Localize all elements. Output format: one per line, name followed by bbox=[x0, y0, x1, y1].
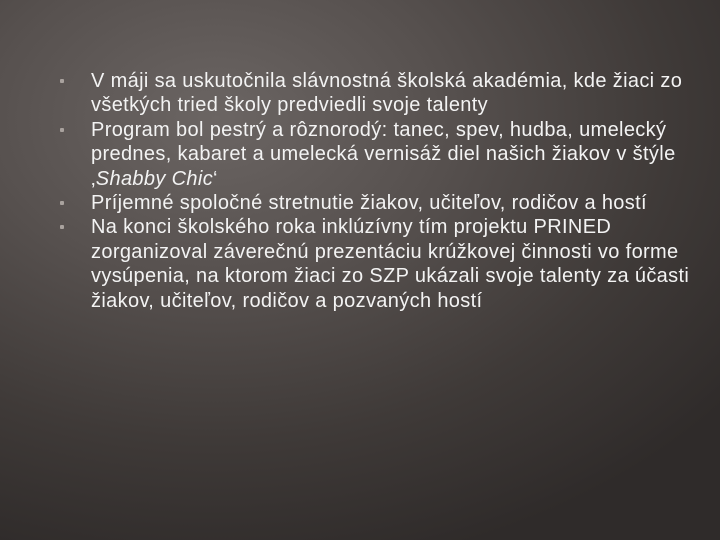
bullet-icon bbox=[60, 128, 64, 132]
bullet-item-meeting bbox=[60, 191, 700, 215]
bullet-icon bbox=[60, 201, 64, 205]
bullet-list bbox=[60, 69, 700, 313]
bullet-text bbox=[91, 119, 676, 190]
bullet-item-program bbox=[60, 118, 700, 191]
bullet-text: Príjemné spoločné stretnutie žiakov, učiteľov, rodičov a hostí bbox=[91, 192, 647, 215]
bullet-item-prined bbox=[60, 215, 700, 313]
bullet-icon bbox=[60, 225, 64, 229]
quote-close: ‘ bbox=[213, 167, 218, 190]
bullet-text: V máji sa uskutočnila slávnostná školská akadémia, kde žiaci zo všetkých tried školy predviedli svoje talenty bbox=[91, 70, 683, 117]
bullet-text: Na konci školského roka inklúzívny tím projektu PRINED zorganizoval záverečnú prezentáciu krúžkovej činnosti vo forme vysúpenia, na ktorom žiaci zo SZP ukázali svoje talenty za účasti žiakov, učiteľov, rodičov a pozvaných hostí bbox=[91, 216, 690, 312]
style-name: Shabby Chic bbox=[95, 167, 214, 190]
bullet-icon bbox=[60, 79, 64, 83]
bullet-item-academy bbox=[60, 69, 700, 118]
bullet-text-main: Program bol pestrý a rôznorodý: tanec, spev, hudba, umelecký prednes, kabaret a umelecká vernisáž diel našich žiakov v štýle ‚ bbox=[91, 118, 676, 190]
